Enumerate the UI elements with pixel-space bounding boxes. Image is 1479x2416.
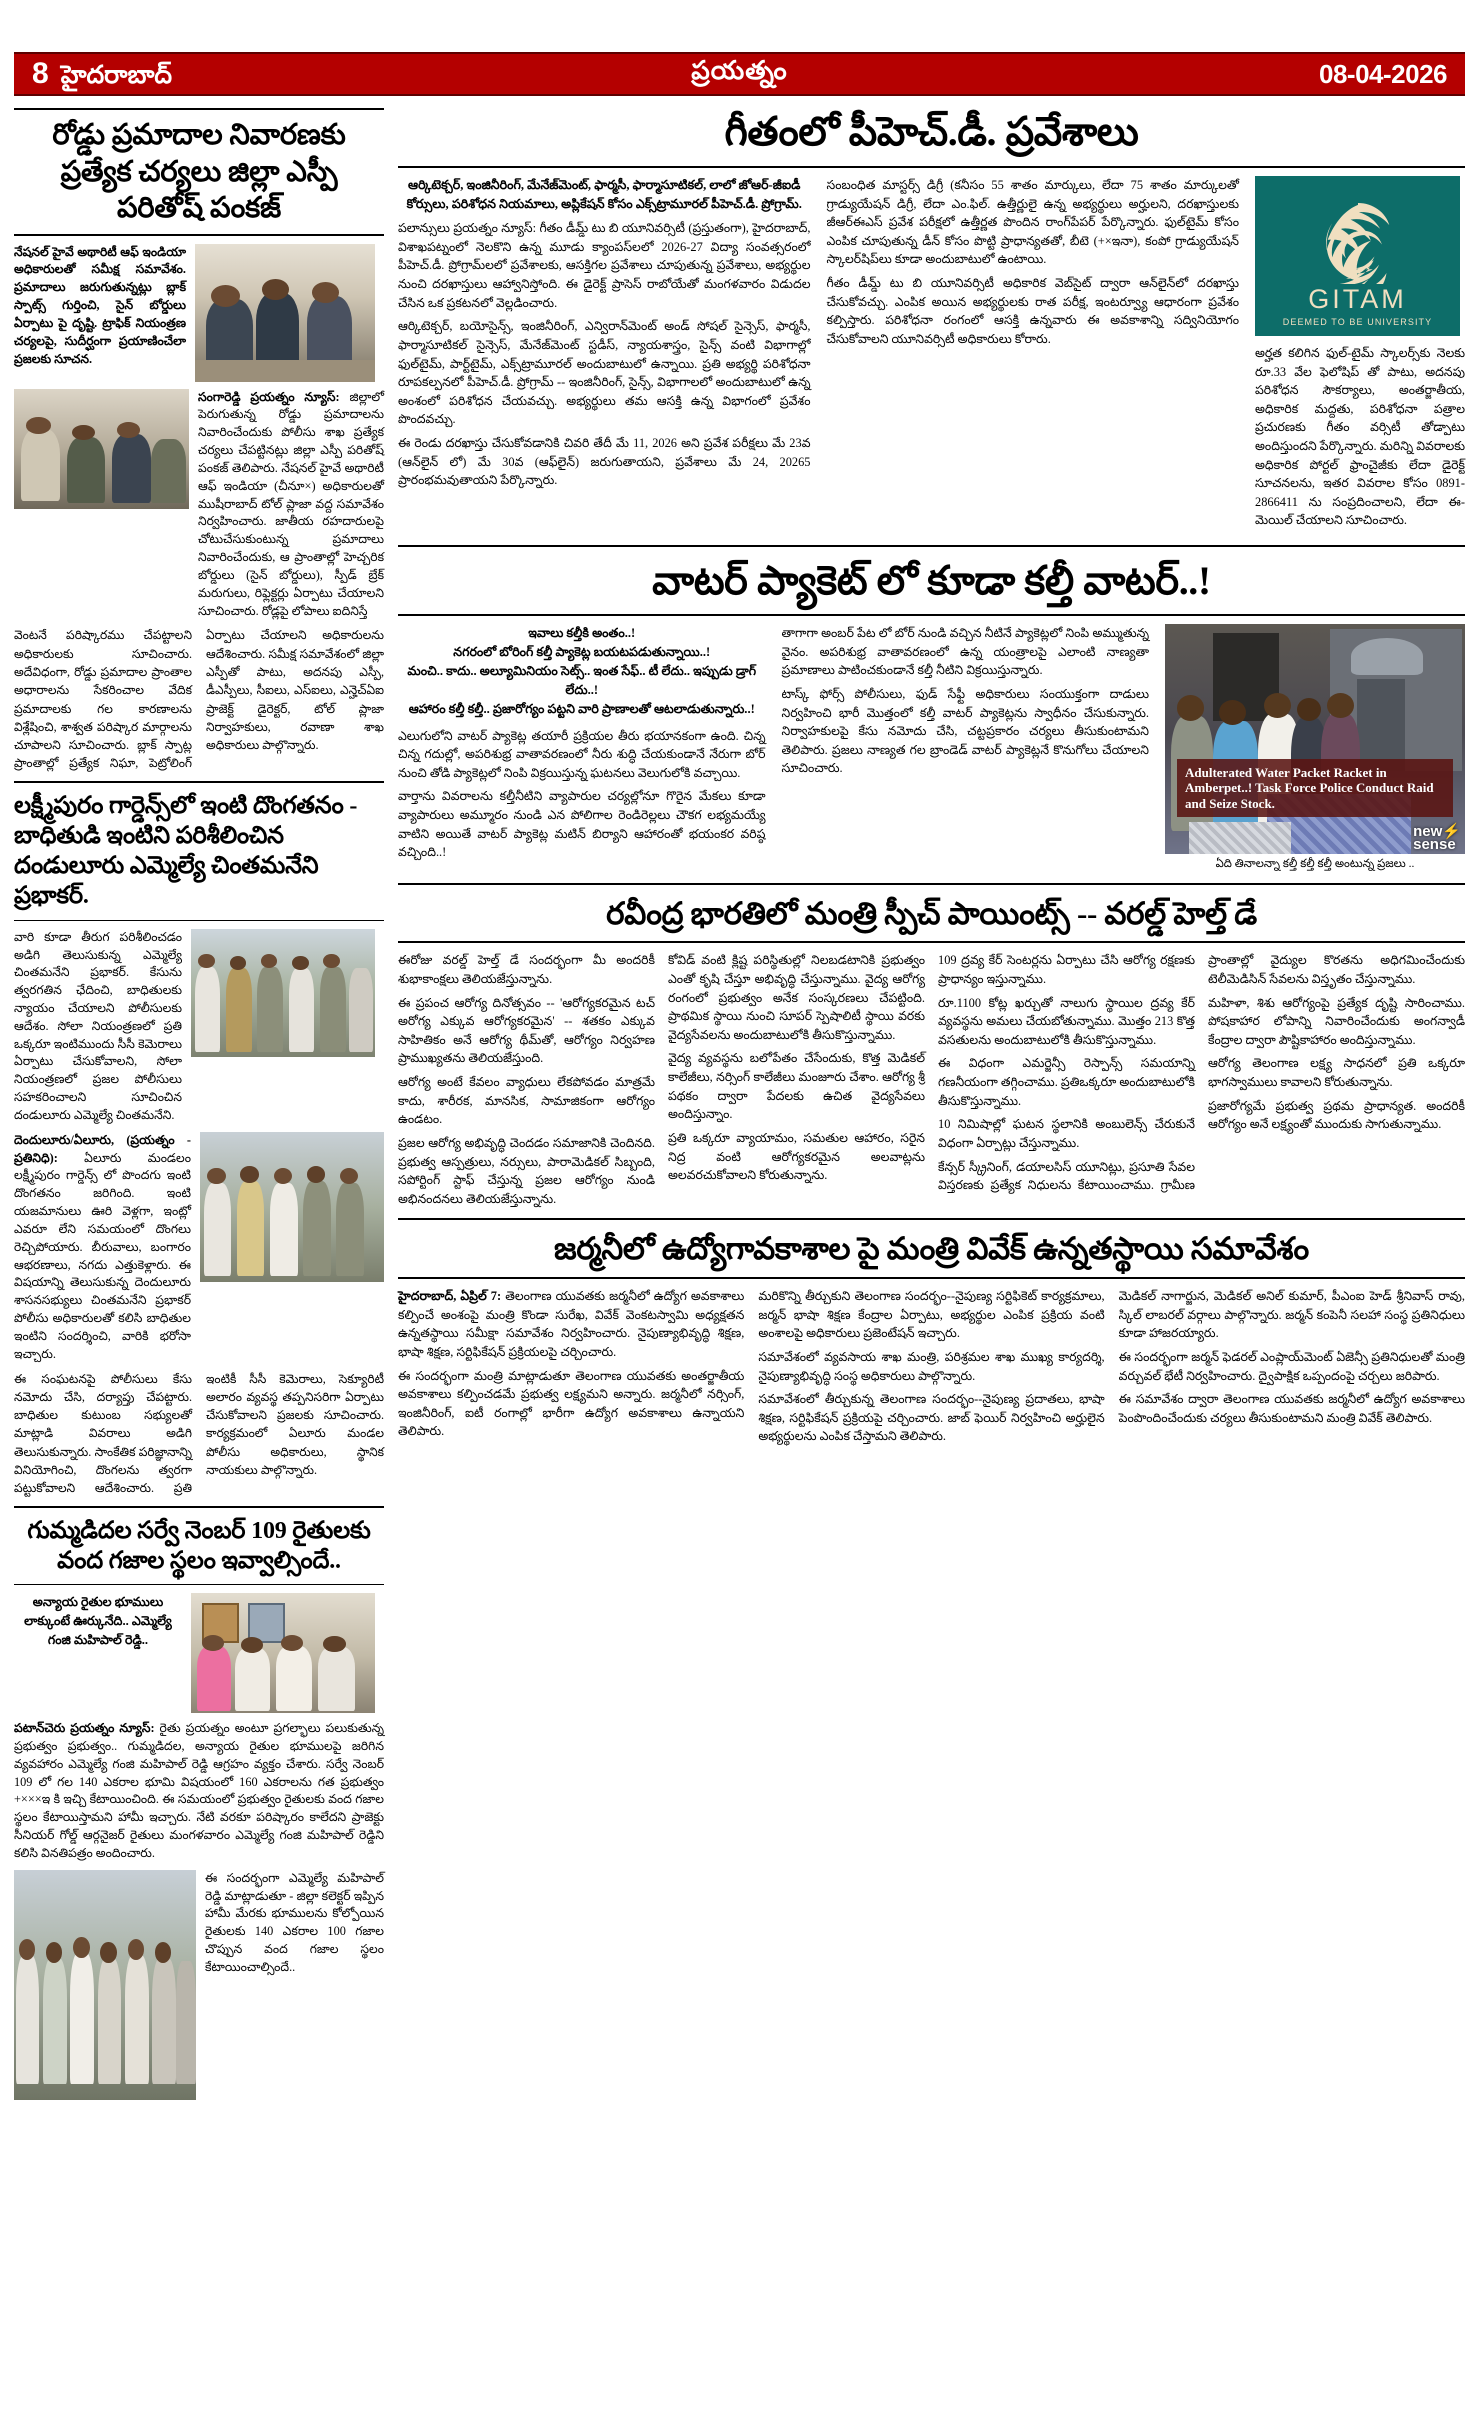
gitam-para-5: గీతం డీమ్డ్ టు బి యూనివర్సిటీ అధికారిక వెబ్‌సైట్ ద్వారా ఆన్‌లైన్‌లో దరఖాస్తు చేసుకోవచ్చు. ఎంపిక అయిన అభ్యర్థులకు రాత పరీక్ష, ఇంటర్వ్యూ ఆధారంగా ప్రవేశం కల్పిస్తారు. పరిశోధనా రంగంలో ఆసక్తి ఉన్నవారు ఈ అవకాశాన్ని సద్వినియోగం చేసుకోవాలని యూనివర్సిటీ అధికారులు కోరారు. [826,276,1239,346]
masthead [14,52,1465,96]
main-column [398,108,1465,2100]
germany-headline: జర్మనీలో ఉద్యోగావకాశాల పై మంత్రి వివేక్ ఉన్నతస్థాయి సమావేశం [554,1231,1309,1267]
page-number: 8 [32,57,49,90]
publication-title: ప్రయత్నం [691,56,788,85]
gitam-para-1: పలాన్సులు ప్రయత్నం న్యూస్: గీతం డీమ్డ్ టు బి యూనివర్సిటీ (ప్రస్తుతంగా), హైదరాబాద్, విశాఖపట్నంలో నెలకొని ఉన్న మూడు క్యాంపస్‌లలో 2026-27 విద్యా సంవత్సరంలో పీహెచ్.డీ. ప్రోగ్రామ్‌లలో ప్రవేశాలకు, ఆసక్తిగల ప్రవేశాలు చూపుతున్న ప్రవేశాలు, అభ్యర్థుల నుంచి దరఖాస్తులు ఆహ్వానిస్తోంది. ఈ డైరెక్ట్ ప్రాసెస్ రాబోయేతో మంగళవారం విడుదల చేసిన ఒక ప్రకటనలో వెల్లడించారు. [398,221,811,310]
article-road-safety [14,108,384,773]
water-col-b [782,624,1150,873]
germany-body [398,1287,1465,1446]
germany-lead [398,1287,744,1361]
lakshmipuram-body [14,1370,384,1498]
road-safety-para-0: జిల్లాలో పెరుగుతున్న రోడ్డు ప్రమాదాలను నివారించేందుకు పోలీసు శాఖ ప్రత్యేక చర్యలు చేపట్టినట్లు జిల్లా ఎస్పీ పరితోష్ పంకజ్ తెలిపారు. నేషనల్ హైవే అథారిటీ ఆఫ్ ఇండియా (చీనూ×) అధికారులతో ముషీరాబాద్ టోల్ ప్లాజా వద్ద సమావేశం నిర్వహించారు. జాతీయ రహదారులపై చోటుచేసుకుంటున్న ప్రమాదాలు నివారించేందుకు, ఆ ప్రాంతాల్లో హెచ్చరిక బోర్డులు (సైన్ బోర్డులు), స్పీడ్ బ్రేక్ మరుగులు, రిఫ్లెక్టర్లు ఏర్పాటు చేయాలని సూచించారు. రోడ్లపై లోపాలు ఐదినిస్తే [198,389,385,618]
water-para-0: ఎలుగులోని వాటర్ ప్యాకెట్ల తయారీ ప్రక్రియల తీరు భయానకంగా ఉంది. చిన్న చిన్న గదుల్లో, అపరిశుభ్ర వాతావరణంలో నీరు శుద్ధి చేయకుండానే నేరుగా బోర్ నుంచి తోడి ప్యాకెట్లలో నింపి విక్రయిస్తున్న ఘటనలు వెలుగులోకి వచ్చాయి. [398,728,766,780]
ravindra-body [398,951,1465,1208]
photo-overlay-caption: Adulterated Water Packet Racket in Amberpet..! Task Force Police Conduct Raid and Seize Stock. [1177,759,1453,818]
germany-dateline: హైదరాబాద్, ఏప్రిల్ 7: [398,1289,502,1304]
lakshmipuram-dateline: దెందులూరు/ఏలూరు, (ప్రయత్నం - ప్రతినిధి): [14,1132,191,1165]
lakshmipuram-para-0: ఏలూరు మండలం లక్ష్మీపురం గార్డెన్స్ లో పొందగు ఇంటి దొంగతనం జరిగింది. ఇంటి యజమానులు ఊరి వెళ్లగా, ఇంట్లో ఎవరూ లేని సమయంలో దొంగలు రెచ్చిపోయారు. బీరువాలు, బంగారం ఆభరణాలు, నగదు ఎత్తుకెళ్లారు. ఈ విషయాన్ని తెలుసుకున్న దెందులూరు శాసనసభ్యులు చింతమనేని ప్రభాకర్ పోలీసు అధికారులతో కలిసి బాధితుల ఇంటిని సందర్శించి, వారికి భరోసా ఇచ్చారు. [14,1150,191,1361]
gitam-col-b [827,176,1240,535]
ravindra-para-14: ప్రజారోగ్యమే ప్రభుత్వ ప్రథమ ప్రాధాన్యత. అందరికీ ఆరోగ్యం అనే లక్ష్యంతో ముందుకు సాగుతున్నాము. [1208,1098,1465,1132]
germany-para-4: సమావేశంలో తీర్చుకున్న తెలంగాణ సందర్భం--నైపుణ్య ప్రదాతలు, భాషా శిక్షణ, సర్టిఫికేషన్ ప్రక్రియపై చర్చించారు. జాబ్ ఫెయిర్ నిర్వహించి అర్హులైన అభ్యర్థులను ఎంపిక చేస్తామని తెలిపారు. [758,1392,1105,1444]
gitam-standfirst: ఆర్కిటెక్చర్, ఇంజినీరింగ్, మేనేజ్‌మెంట్, ఫార్మసీ, ఫార్మాసూటికల్, లాలో జోఆర్-జీఐడీ కోర్సులు, పరిశోధన నియమాలు, అప్లికేషన్ కోసం ఎక్స్‌ట్రామూరల్ పీహెచ్.డీ. ప్రోగ్రామ్. [406,178,802,211]
water-para-2: తాగాగా అంబర్ పేట లో బోర్ నుండి వచ్చిన నీటినే ప్యాకెట్లలో నింపి అమ్ముతున్న వైనం. అపరిశుభ్ర వాతావరణంలో ఉన్న యంత్రాలపై ఎలాంటి నాణ్యతా ప్రమాణాలు పాటించకుండానే కల్తీ నీటిని విక్రయిస్తున్నారు. [781,626,1149,678]
article-germany [398,1230,1465,1446]
photo-officials-table [14,389,189,509]
edition-city: హైదరాబాద్ [60,62,173,89]
ravindra-para-7: 109 ద్రవ్య కేర్ సెంటర్లను ఏర్పాటు చేసి ఆరోగ్య రక్షణకు ప్రాధాన్యం ఇస్తున్నాము. [938,953,1195,987]
ravindra-para-3: ప్రజల ఆరోగ్య అభివృద్ధి చెందడం సమాజానికి చెందినది. ప్రభుత్వ ఆస్పత్రులు, నర్సులు, పారామెడికల్ సిబ్బంది, సపోర్టింగ్ స్టాఫ్ చేస్తున్న ప్రజల ఆరోగ్యం నుండి అభినందనలు తెలియజేస్తున్నాను. [398,1135,655,1206]
water-headline: వాటర్ ప్యాకెట్ లో కూడా కల్తీ వాటర్..! [652,558,1211,604]
newspaper-page [0,52,1479,2416]
gummadidala-dateline: పటాన్‌చెరు ప్రయత్నం న్యూస్: [14,1721,155,1736]
germany-para-6: ఈ సందర్భంగా జర్మన్ ఫెడరల్ ఎంప్లాయ్‌మెంట్ ఏజెన్సీ ప్రతినిధులతో మంత్రి వర్చువల్ భేటీ నిర్వహించారు. ద్వైపాక్షిక ఒప్పందంపై చర్చలు జరిపారు. [1118,1349,1465,1383]
gitam-swirl-icon [1312,192,1404,284]
article-gitam [398,108,1465,535]
gitam-para-3: ఈ రెండు దరఖాస్తు చేసుకోవడానికి చివరి తేదీ మే 11, 2026 అని ప్రవేశ పరీక్షలు మే 23వ (ఆన్‌లైన్ లో) మే 30వ (ఆఫ్‌లైన్) జరుగుతాయని, ప్రవేశాలు మే 24, 20265 ప్రారంభమవుతాయని పేర్కొన్నారు. [398,435,811,488]
photo-police-meeting [195,244,375,382]
gummadidala-subhead: అన్యాయ రైతుల భూములు లాక్కుంటే ఊర్కునేది.. ఎమ్మెల్యే గంజి మహిపాల్ రెడ్డి.. [24,1595,172,1647]
water-para-3: టాస్క్ ఫోర్స్ పోలీసులు, ఫుడ్ సేఫ్టీ అధికారులు సంయుక్తంగా దాడులు నిర్వహించి భారీ మొత్తంలో కల్తీ వాటర్ ప్యాకెట్లను స్వాధీనం చేసుకున్నారు. నిర్వాహకులపై కేసు నమోదు చేసి, చట్టప్రకారం చర్యలు తీసుకుంటామని తెలిపారు. ప్రజలు నాణ్యత గల బ్రాండెడ్ వాటర్ ప్యాకెట్లనే కొనుగోలు చేయాలని సూచించారు. [781,686,1149,776]
gummadidala-intro [14,1720,384,1863]
water-col-photo [1165,624,1465,873]
lakshmipuram-headline: లక్ష్మీపురం గార్డెన్స్‌లో ఇంటి దొంగతనం - బాధితుడి ఇంటిని పరిశీలించిన దండులూరు ఎమ్మెల్యే చింతమనేని ప్రభాకర్. [14,792,358,910]
road-safety-body [14,626,384,772]
germany-para-1: ఈ సందర్భంగా మంత్రి మాట్లాడుతూ తెలంగాణ యువతకు అంతర్జాతీయ అవకాశాలు కల్పించడమే ప్రభుత్వ లక్ష్యమని అన్నారు. జర్మనీలో నర్సింగ్, ఇంజినీరింగ్, ఐటీ రంగాల్లో భారీగా ఉద్యోగ అవకాశాలు ఉన్నాయని తెలిపారు. [398,1368,745,1439]
germany-para-7: ఈ సమావేశం ద్వారా తెలంగాణ యువతకు జర్మనీలో ఉద్యోగ అవకాశాలు పెంపొందించేందుకు చర్యలు తీసుకుంటామని మంత్రి వివేక్ తెలిపారు. [1118,1392,1465,1425]
water-bullet-3: ఆహారం కల్తీ కల్తీ.. ప్రజారోగ్యం పట్టని వారి ప్రాణాలతో ఆటలాడుతున్నారు..! [408,701,755,716]
gitam-para-6: అర్హత కలిగిన ఫుల్-టైమ్ స్కాలర్స్‌కు నెలకు రూ.33 వేల ఫెలోషిప్ తో పాటు, అదనపు పరిశోధన సౌకర్యాలు, అంతర్జాతీయ, అధికారిక మద్దతు, పరిశోధనా పత్రాల ప్రచురణకు గీతం వర్సిటీ తోడ్పాటు అందిస్తుందని పేర్కొన్నారు. మరిన్ని వివరాలకు అధికారిక పోర్టల్ ఫ్రాంచైజీకు లేదా డైరెక్ట్ సూచనలను, ఇతర వివరాల కోసం 0891-2866411 ను సంప్రదించాలని, లేదా ఈ-మెయిల్ చేయాలని సూచించారు. [1255,346,1465,528]
ravindra-para-1: ఈ ప్రపంచ ఆరోగ్య దినోత్సవం -- 'ఆరోగ్యకరమైన టచ్ అరోగ్య ఎక్కువ ఆరోగ్యకరమైన' -- శతకం ఎక్కువ సాహితికం అనే ఆరోగ్య థీమ్‌తో, ఆరోగ్యం నిర్వహణ ప్రాముఖ్యతను తెలియజేస్తుంది. [398,995,655,1066]
water-para-1: వార్తాను వివరాలను కల్తీనీటిని వ్యాపారుల చర్యల్లోనూ గొరైన మేకలు కూడా వ్యాపారులు అమ్మూరం నుండి ఎన పోలిగాల రెండిరెల్లలు చౌకగ లభ్యమయ్యే వాటిని అయితే వాటర్ ప్యాకెట్ల మటిన్ బిర్యాని ఆహారంతో భయంకర వరిష్ఠ వచ్చింది..! [398,789,766,860]
road-safety-col-text [198,389,384,621]
gitam-col-a [398,176,811,535]
gitam-headline: గీతంలో పీహెచ్.డీ. ప్రవేశాలు [724,109,1139,154]
article-gummadidala [14,1516,384,2100]
road-safety-para-1: వెంటనే పరిష్కారము చేపట్టాలని అధికారులకు సూచించారు. అదేవిధంగా, రోడ్డు ప్రమాదాల ప్రాంతాల అధారాలను సేకరించాల వేదిక ప్రమాదాలకు గల కారణాలను విశ్లేషించి, శాశ్వత పరిష్కార మార్గాలను చూపాలని సూచించారు. బ్లాక్ స్పాట్ల ప్రాంతాల్లో ప్రత్యేక నిఘా, పెట్రోలింగ్ ఏర్పాటు చేయాలని అధికారులను ఆదేశించారు. సమీక్ష సమావేశంలో జిల్లా ఎస్పీతో పాటు, అదనపు ఎస్పీ, డీఎస్పీలు, సీఐలు, ఎస్ఐలు, ఎన్హెచ్ఏఐ ప్రాజెక్ట్ డైరెక్టర్, టోల్ ప్లాజా నిర్వాహకులు, రవాణా శాఖ అధికారులు పాల్గొన్నారు. [14,628,384,771]
gitam-col-c [1255,176,1465,535]
road-safety-headline: రోడ్డు ప్రమాదాల నివారణకు ప్రత్యేక చర్యలు జిల్లా ఎస్పీ పరితోష్ పంకజ్ [52,119,346,225]
gitam-wordmark: GITAM [1308,283,1407,314]
left-column [14,108,384,2100]
page-grid [14,108,1465,2100]
photo-farmers-group [14,1870,196,2100]
germany-para-3: సమావేశంలో వ్యవసాయ శాఖ మంత్రి, పరిశ్రమల శాఖ ముఖ్య కార్యదర్శి, నైపుణ్యాభివృద్ధి సంస్థ అధికారులు పాల్గొన్నారు. [758,1349,1105,1383]
publication-date: 08-04-2026 [1319,58,1447,89]
water-bullet-1: నగరంలో బోరింగ్ కల్తీ ప్యాకెట్ల బయటపడుతున్నాయి..! [453,644,711,659]
water-col-a [398,624,766,873]
water-bullets [398,624,766,718]
gummadidala-caption: ఈ సందర్భంగా ఎమ్మెల్యే మహిపాల్ రెడ్డి మాట్లాడుతూ - జిల్లా కలెక్టర్ ఇప్పిన హామీ మేరకు భూములను కోల్పోయిన రైతులకు 140 ఎకరాల 100 గజాల చొప్పున వంద గజాల స్థలం కేటాయించాల్సిందే.. [205,1870,384,1974]
ravindra-para-0: ఈరోజు వరల్డ్ హెల్త్ డే సందర్భంగా మీ అందరికీ శుభాకాంక్షలు తెలియజేస్తున్నాను. [398,953,655,987]
gitam-para-2: ఆర్కిటెక్చర్, బయోసైన్స్, ఇంజినీరింగ్, ఎన్విరాన్‌మెంట్ అండ్ సోషల్ సైన్సెస్, ఫార్మసీ, ఫార్మాసూటికల్ సైన్సెస్, మేనేజ్‌మెంట్ స్టడీస్, న్యాయశాస్త్రం, సైన్స్ వంటి విభాగాల్లో ఫుల్‌టైమ్, పార్ట్‌టైమ్, ఎక్స్‌ట్రామూరల్ అందుబాటులో ఉన్నాయి. ప్రతి అభ్యర్థి పరిశోధనా రూపకల్పనలో పీహెచ్.డీ. ప్రోగ్రామ్ -- ఇంజినీరింగ్, సైన్స్, విభాగాలలో అందుబాటులో ఉన్న అంశంలో పరిశోధన చేయవచ్చు. అభ్యర్థులు తమ ఆసక్తి ఉన్న విభాగంలో ప్రవేశం పొందవచ్చు. [398,319,811,427]
gitam-tagline: DEEMED TO BE UNIVERSITY [1282,316,1433,327]
ravindra-para-4: కోవిడ్ వంటి క్లిష్ట పరిస్థితుల్లో నిలబడటానికి ప్రభుత్వం ఎంతో కృషి చేస్తూ అభివృద్ధి చేస్తున్నాము. వైద్య ఆరోగ్య రంగంలో ప్రభుత్వం అనేక సంస్కరణలు చేపట్టింది. ప్రాథమిక స్థాయి నుంచి సూపర్ స్పెషాలిటీ స్థాయి వరకు వైద్యసేవలను అందుబాటులోకి తీసుకొస్తున్నాము. [668,953,925,1042]
photo-water-raid [1165,624,1465,854]
gummadidala-para-0: రైతు ప్రయత్నం అంటూ ప్రగల్భాలు పలుకుతున్న ప్రభుత్వం ప్రభుత్వం.. గుమ్మడిదల, అన్యాయ రైతుల భూములపై జరిగిన వ్యవహారం ఎమ్మెల్యే గంజి మహిపాల్ రెడ్డి ఆగ్రహం వ్యక్తం చేశారు. సర్వే నెంబర్ 109 లో గల 140 ఎకరాల భూమి విషయంలో 160 ఎకరాలను గత ప్రభుత్వం +×××ఇ కి ఇచ్చి కేటాయించింది. ఈ సమయంలో ప్రభుత్వం రైతులకు వంద గజాల స్థలం కేటాయిస్తామని హామీ ఇచ్చారు. నేటి వరకూ పరిష్కారం కాలేదని ప్రాజెక్టు సీనియర్ గోల్డ్ ఆర్గనైజర్ రైతులు మంగళవారం ఎమ్మెల్యే గంజి మహిపాల్ రెడ్డిని కలిసి వినతిపత్రం అందించారు. [14,1721,385,1860]
ravindra-para-2: ఆరోగ్య అంటే కేవలం వ్యాధులు లేకపోవడం మాత్రమే కాదు, శారీరక, మానసిక, సామాజికంగా ఆరోగ్యం ఉండటం. [398,1075,655,1127]
photo-mla-group [200,1132,384,1282]
article-water [398,557,1465,873]
photo-police-line [191,929,375,1057]
newsense-watermark: new⚡ sense [1413,822,1461,854]
ravindra-para-11: కేన్సర్ స్క్రీనింగ్, డయాలసిస్ యూనిట్లు, ప్రసూతి సేవల విస్తరణకు ప్రత్యేక నిధులను కేటాయించాము. గ్రామీణ ప్రాంతాల్లో వైద్యుల కొరతను అధిగమించేందుకు టెలీమెడిసిన్ సేవలను విస్తృతం చేస్తున్నాము. [938,953,1465,1193]
ravindra-para-8: రూ.1100 కోట్ల ఖర్చుతో నాలుగు స్థాయిల ద్రవ్య కేర్ వ్యవస్థను అమలు చేయబోతున్నాము. మొత్తం 213 కొత్త వసతులను అందుబాటులోకి తీసుకొస్తున్నాము. [938,995,1195,1047]
gummadidala-headline: గుమ్మడిదల సర్వే నెంబర్ 109 రైతులకు వంద గజాల స్థలం ఇవ్వాల్సిందే.. [27,1517,371,1574]
lakshmipuram-subhead: వారి కూడా తీరుగ పరిశీలించడం అడిగి తెలుసుకున్న ఎమ్మెల్యే చింతమనేని ప్రభాకర్. కేసును త్వరగతిన ఛేదించి, బాధితులకు న్యాయం చేయాలని పోలీసులకు ఆదేశం. సోలా నియంత్రణలో ప్రతి ఒక్కరూ ఇంటిముందు సీసీ కెమెరాలు ఏర్పాటు చేసుకోవాలని, సోలా నియంత్రణలో ప్రజల పోలీసులు సహకరించాలని సూచించిన దండులూరు ఎమ్మెల్యే చింతమనేని. [14,929,182,1122]
water-bullet-0: ఇవాలు కల్తీకి అంతం..! [528,626,636,641]
gitam-para-4: సంబంధిత మాస్టర్స్ డిగ్రీ (కనీసం 55 శాతం మార్కులు, లేదా 75 శాతం మార్కులతో గ్రాడ్యుయేషన్ డిగ్రీ, లేదా ఎం.ఫిల్. ఉత్తీర్ణులై ఉన్న అభ్యర్థులు అర్హులని, దరఖాస్తులకు జీఆర్ఈఎస్ ప్రవేశ పరీక్షలో ఉత్తీర్ణత పొందిన రాంగ్‌పేపర్ పేర్కొన్నారు. ఫుల్‌టైమ్ కోసం ఎంపిక చూపుతున్న డీన్ కోసం పొట్టి ప్రాధాన్యతతో, బీటె (+×ఇనా), కంపో గ్రాడ్యుయేషన్ స్కాలర్‌షిప్‌లు కూడా అందుబాటులో ఉంటాయి. [826,178,1239,267]
ravindra-para-10: 10 నిమిషాల్లో ఘటన స్థలానికి అంబులెన్స్ చేరుకునే విధంగా ఏర్పాట్లు చేస్తున్నాము. [938,1117,1195,1150]
lakshmipuram-intro [14,1132,191,1364]
germany-para-0: తెలంగాణ యువతకు జర్మనీలో ఉద్యోగ అవకాశాలు కల్పించే అంశంపై మంత్రి కొండా సురేఖ, వివేక్ వెంకటస్వామి అధ్యక్షతన ఉన్నతస్థాయి సమీక్షా సమావేశం నిర్వహించారు. నైపుణ్యాభివృద్ధి శిక్షణ, భాషా శిక్షణ, సర్టిఫికేషన్ ప్రక్రియలపై చర్చించారు. [398,1289,745,1359]
road-safety-dateline: సంగారెడ్డి ప్రయత్నం న్యూస్: [198,389,340,404]
ravindra-para-6: ప్రతి ఒక్కరూ వ్యాయామం, సమతుల ఆహారం, సరైన నిద్ర వంటి ఆరోగ్యకరమైన అలవాట్లను అలవరచుకోవాలని కోరుతున్నాను. [668,1130,925,1183]
photo-mla-office [191,1593,375,1713]
article-lakshmipuram [14,791,384,1498]
water-bullet-2: మంచి.. కాదు.. అల్యూమినియం సెట్స్.. ఇంత సేఫ్.. టీ లేదు.. ఇప్పుడు డ్రాగ్ లేదు..! [407,663,757,697]
ravindra-para-13: ఆరోగ్య తెలంగాణ లక్ష్య సాధనలో ప్రతి ఒక్కరూ భాగస్వాములు కావాలని కోరుతున్నాను. [1208,1056,1465,1090]
road-safety-lede: నేషనల్ హైవే అథారిటీ ఆఫ్ ఇండియా అధికారులతో సమీక్ష సమావేశం. ప్రమాదాలు జరుగుతున్నట్లు బ్లాక్ స్పాట్స్ గుర్తించి, సైన్ బోర్డులు ఏర్పాటు పై దృష్టి. ట్రాఫిక్ నియంత్రణ చర్యలపై, సుదీర్ఘంగా ప్రయాణించేలా ప్రజలకు సూచన. [14,244,186,366]
article-ravindra [398,895,1465,1209]
lakshmipuram-para-1: ఈ సంఘటనపై పోలీసులు కేసు నమోదు చేసి, దర్యాప్తు చేపట్టారు. బాధితుల కుటుంబ సభ్యులతో మాట్లాడి వివరాలు అడిగి తెలుసుకున్నారు. సాంకేతిక పరిజ్ఞానాన్ని వినియోగించి, దొంగలను త్వరగా పట్టుకోవాలని ఆదేశించారు. ప్రతి ఇంటికీ సీసీ కెమెరాలు, సెక్యూరిటీ అలారం వ్యవస్థ తప్పనిసరిగా ఏర్పాటు చేసుకోవాలని ప్రజలకు సూచించారు. కార్యక్రమంలో ఏలూరు మండల పోలీసు అధికారులు, స్థానిక నాయకులు పాల్గొన్నారు. [14,1371,384,1496]
gitam-logo [1255,176,1460,336]
photo-water-caption: ఏది తినాలన్నా కల్తీ కల్తీ కల్తీ అంటున్న ప్రజలు .. [1215,858,1415,871]
ravindra-para-12: మహిళా, శిశు ఆరోగ్యంపై ప్రత్యేక దృష్టి సారించాము. పోషకాహార లోపాన్ని నివారించేందుకు అంగన్వాడీ కేంద్రాల ద్వారా పౌష్టికాహారం అందిస్తున్నాము. [1208,995,1465,1047]
ravindra-headline: రవీంద్ర భారతిలో మంత్రి స్పీచ్ పాయింట్స్ -- వరల్డ్ హెల్త్ డే [606,895,1257,931]
germany-para-5: మెడికల్ నాగార్జున, మెడికల్ అనిల్ కుమార్, పీఎంఐ హెడ్ శ్రీనివాస్ రావు, స్కిల్ లాబరల్ వర్గాలు పాల్గొన్నారు. జర్మన్ కంపెనీ సలహా సంస్థ ప్రతినిధులు కూడా హాజరయ్యారు. [1118,1289,1465,1341]
ravindra-para-5: వైద్య వ్యవస్థను బలోపేతం చేసేందుకు, కొత్త మెడికల్ కాలేజీలు, నర్సింగ్ కాలేజీలు మంజూరు చేశాం. ఆరోగ్య శ్రీ పథకం ద్వారా పేదలకు ఉచిత వైద్యసేవలు అందిస్తున్నాం. [668,1051,925,1122]
germany-para-2: మరికొన్ని తీర్చుకుని తెలంగాణ సందర్భం--నైపుణ్య సర్టిఫికెట్ కార్యక్రమాలు, జర్మన్ భాషా శిక్షణ కేంద్రాల ఏర్పాటు, అభ్యర్థుల ఎంపిక ప్రక్రియ వంటి అంశాలపై అధికారులు ప్రజెంటేషన్ ఇచ్చారు. [758,1289,1105,1341]
ravindra-para-9: ఈ విధంగా ఎమర్జెన్సీ రెస్పాన్స్ సమయాన్ని గణనీయంగా తగ్గించాము. ప్రతిఒక్కరూ అందుబాటులోకి తీసుకొస్తున్నాము. [938,1056,1195,1108]
